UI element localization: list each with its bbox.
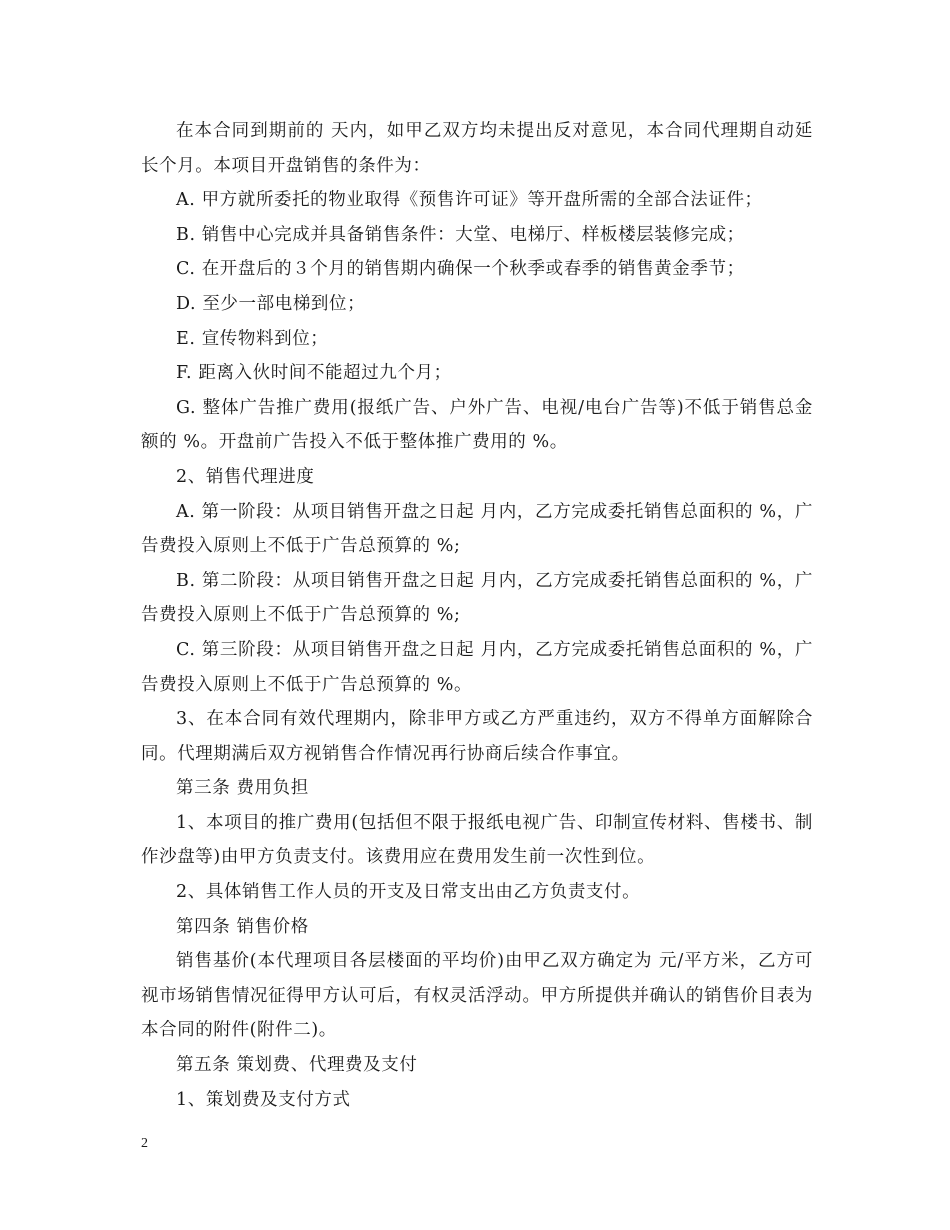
document-body bbox=[141, 114, 813, 1117]
condition-g: G. 整体广告推广费用(报纸广告、户外广告、电视/电台广告等)不低于销售总金额的 %。开盘前广告投入不低于整体推广费用的 %。 bbox=[141, 397, 813, 453]
article-three-heading: 第三条 费用负担 bbox=[176, 778, 309, 799]
article-four-heading: 第四条 销售价格 bbox=[176, 916, 309, 937]
clause-staff-costs: 2、具体销售工作人员的开支及日常支出由乙方负责支付。 bbox=[176, 882, 641, 903]
condition-b: B. 销售中心完成并具备销售条件：大堂、电梯厅、样板楼层装修完成； bbox=[176, 224, 745, 245]
clause-planning-fee: 1、策划费及支付方式 bbox=[176, 1089, 351, 1110]
clause-base-price: 销售基价(本代理项目各层楼面的平均价)由甲乙双方确定为 元/平方米，乙方可视市场销售情况征得甲方认可后，有权灵活浮动。甲方所提供并确认的销售价目表为本合同的附件(附件二)。 bbox=[141, 951, 813, 1041]
clause-termination: 3、在本合同有效代理期内，除非甲方或乙方严重违约，双方不得单方面解除合同。代理期满后双方视销售合作情况再行协商后续合作事宜。 bbox=[141, 709, 813, 764]
article-five-heading: 第五条 策划费、代理费及支付 bbox=[176, 1055, 418, 1076]
condition-f: F. 距离入伙时间不能超过九个月； bbox=[176, 363, 452, 384]
paragraph-renewal-terms: 在本合同到期前的 天内，如甲乙双方均未提出反对意见，本合同代理期自动延长个月。本项目开盘销售的条件为： bbox=[141, 121, 813, 176]
page-number: 2 bbox=[141, 1136, 148, 1151]
stage-one: A. 第一阶段：从项目销售开盘之日起 月内，乙方完成委托销售总面积的 %，广告费投入原则上不低于广告总预算的 %; bbox=[141, 501, 813, 557]
stage-two: B. 第二阶段：从项目销售开盘之日起 月内，乙方完成委托销售总面积的 %，广告费投入原则上不低于广告总预算的 %; bbox=[141, 570, 813, 626]
stage-three: C. 第三阶段：从项目销售开盘之日起 月内，乙方完成委托销售总面积的 %，广告费投入原则上不低于广告总预算的 %。 bbox=[141, 639, 813, 695]
condition-d: D. 至少一部电梯到位； bbox=[176, 293, 366, 314]
section-heading-sales-progress: 2、销售代理进度 bbox=[176, 466, 315, 487]
condition-e: E. 宣传物料到位； bbox=[176, 328, 329, 349]
condition-c: C. 在开盘后的３个月的销售期内确保一个秋季或春季的销售黄金季节； bbox=[176, 259, 745, 280]
condition-a: A. 甲方就所委托的物业取得《预售许可证》等开盘所需的全部合法证件； bbox=[176, 190, 763, 211]
clause-promotion-costs: 1、本项目的推广费用(包括但不限于报纸电视广告、印制宣传材料、售楼书、制作沙盘等)由甲方负责支付。该费用应在费用发生前一次性到位。 bbox=[141, 812, 813, 868]
